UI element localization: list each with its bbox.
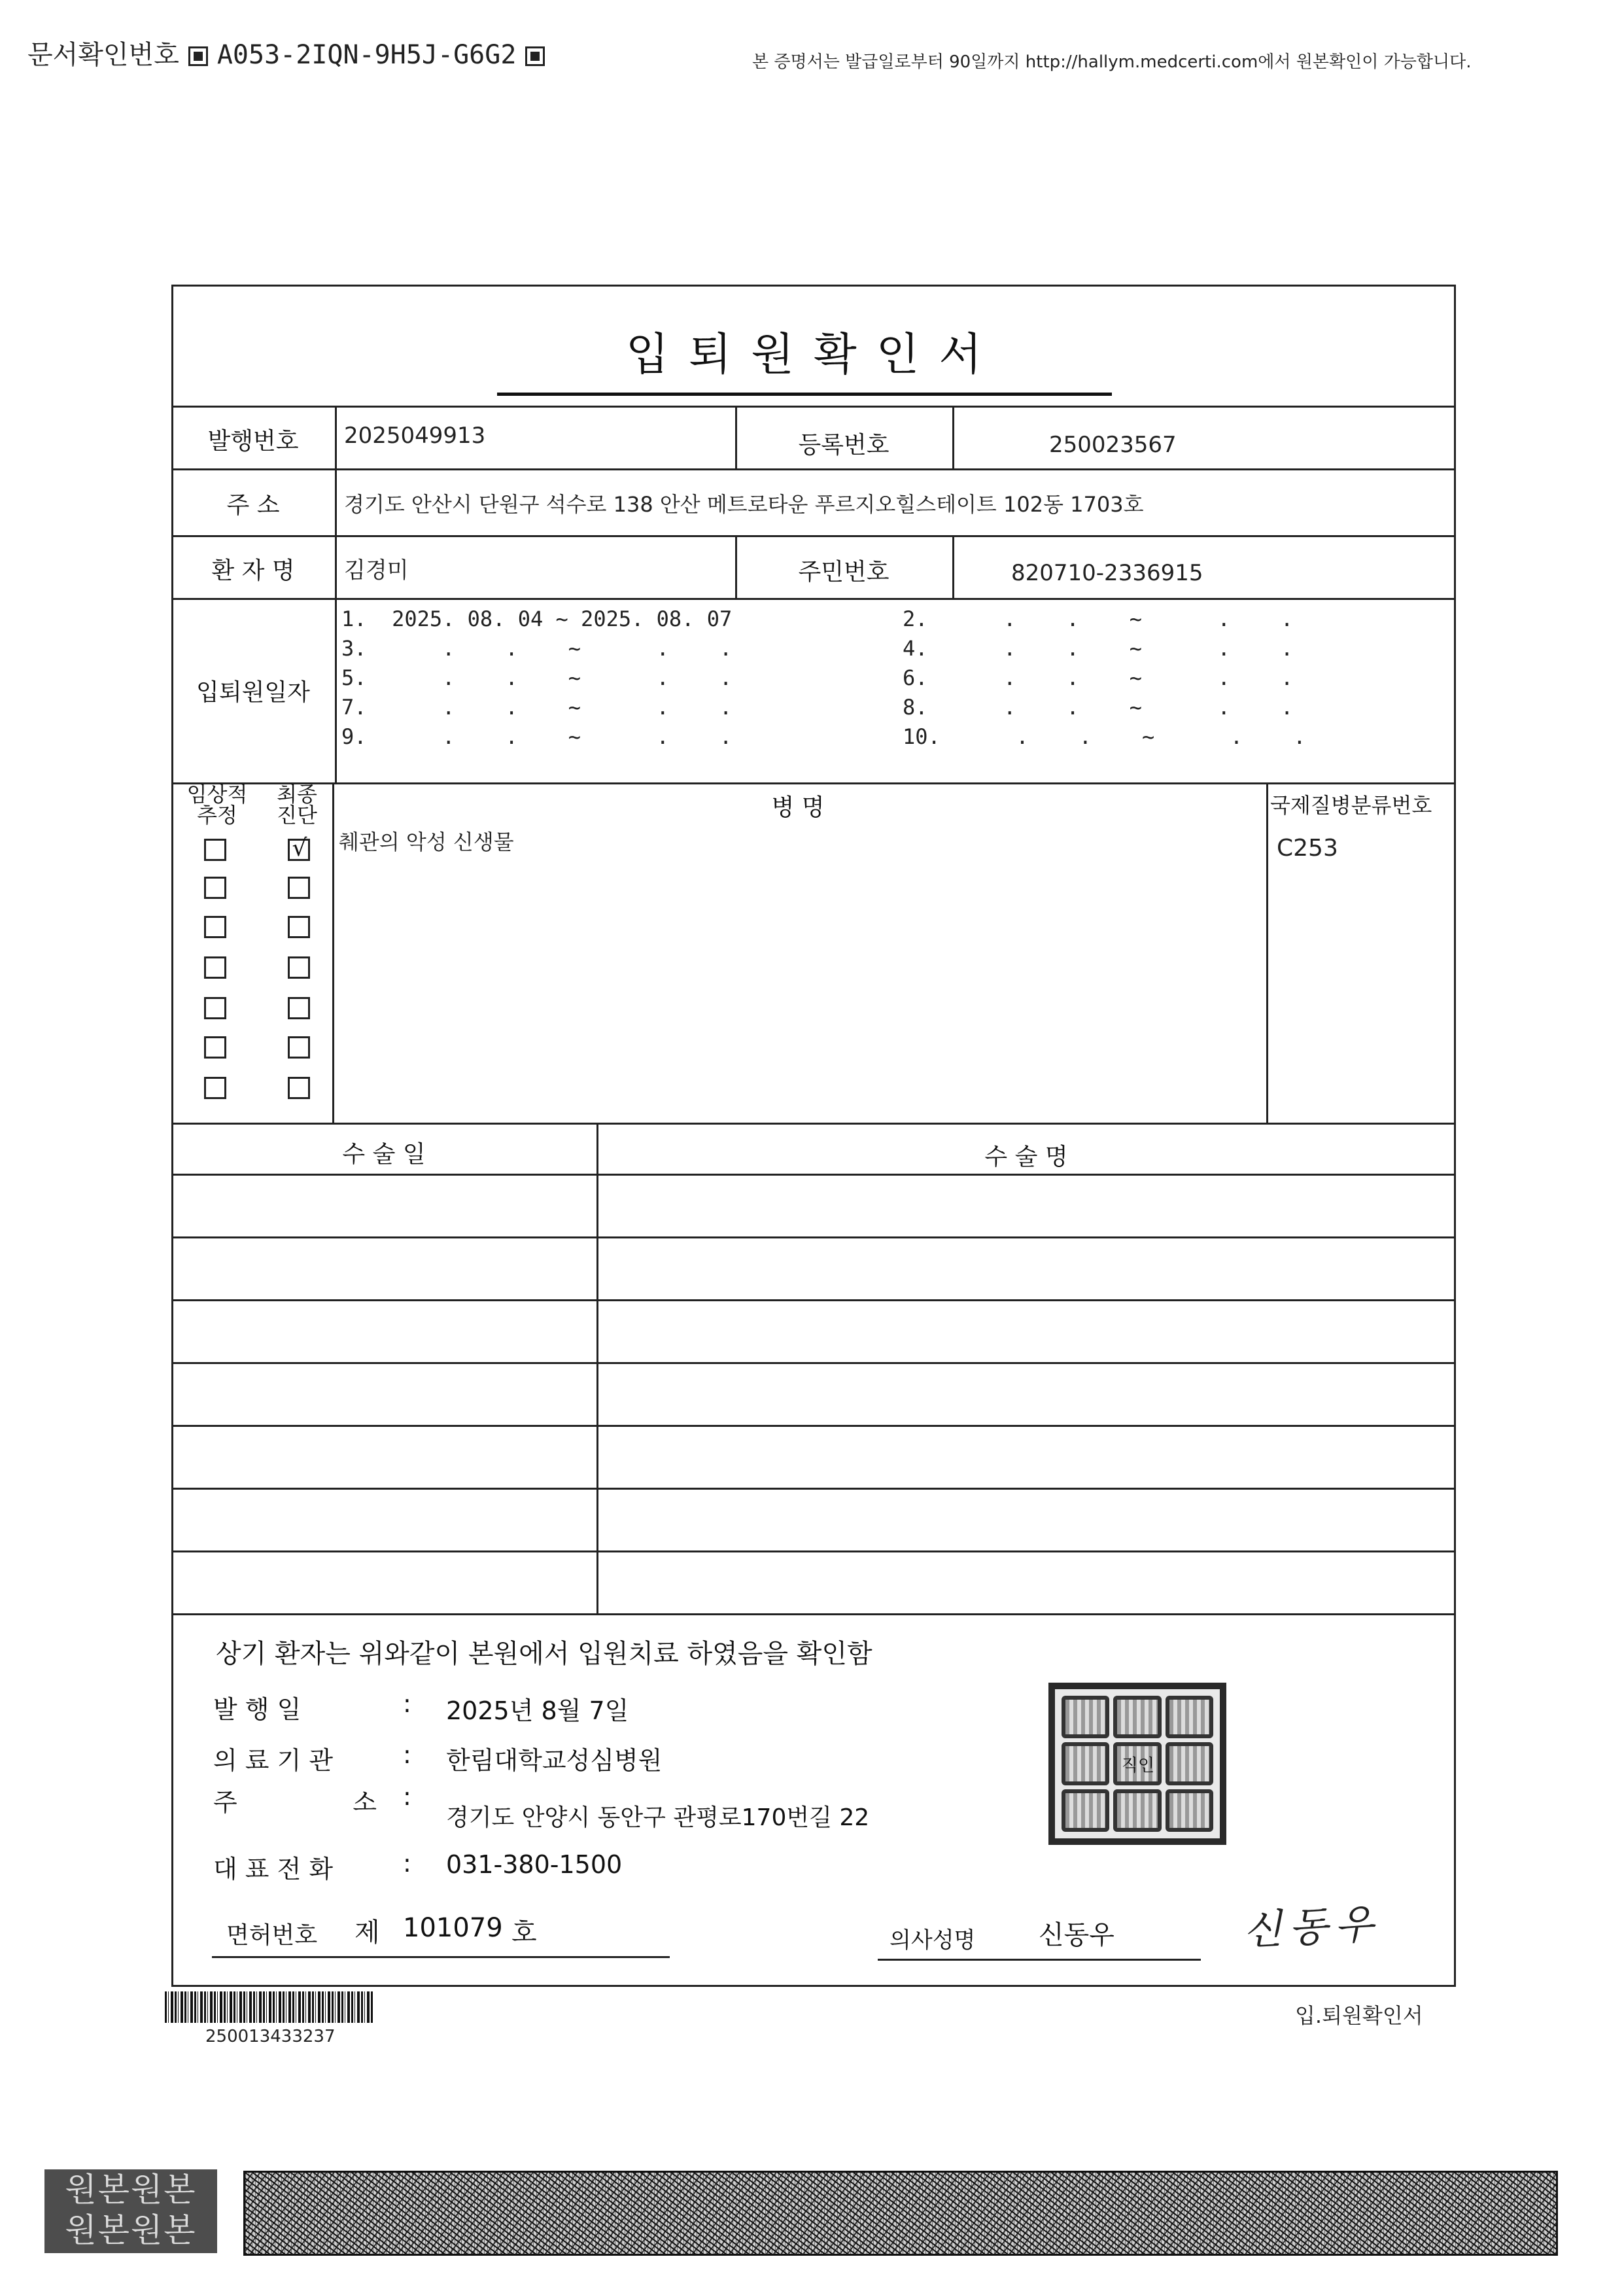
final-checkbox[interactable] bbox=[288, 997, 310, 1019]
license-prefix: 제 bbox=[354, 1918, 380, 1948]
clinical-checkbox[interactable] bbox=[204, 916, 226, 938]
grid-line bbox=[1266, 782, 1268, 1123]
institution-address-label-text: 주 소 bbox=[213, 1788, 377, 1817]
doc-check-label: 문서확인번호 bbox=[27, 40, 179, 70]
seal-label: 직인 bbox=[1121, 1756, 1155, 1776]
institution-address-label bbox=[213, 1782, 377, 1818]
grid-line bbox=[171, 1613, 1456, 1615]
square-bullet-icon bbox=[188, 46, 208, 66]
grid-line bbox=[171, 1362, 1456, 1364]
seal-glyph bbox=[1113, 1789, 1161, 1832]
admission-period: 1. 2025. 08. 04 ~ 2025. 08. 07 bbox=[341, 606, 733, 631]
doctor-signature: 신동우 bbox=[1241, 1899, 1381, 1955]
clinical-label-line2: 추정 bbox=[197, 803, 237, 828]
clinical-checkbox[interactable] bbox=[204, 1077, 226, 1099]
admission-period: 10. . . ~ . . bbox=[903, 724, 1306, 749]
doctor-name-label: 의사성명 bbox=[890, 1927, 976, 1953]
final-label-line1: 최종 bbox=[277, 782, 317, 807]
clinical-checkbox[interactable] bbox=[204, 956, 226, 979]
surgery-date-header: 수 술 일 bbox=[342, 1141, 426, 1168]
clinical-label-line1: 임상적 bbox=[186, 782, 248, 807]
final-diagnosis-header bbox=[263, 784, 331, 826]
grid-line bbox=[171, 1425, 1456, 1427]
phone-value: 031-380-1500 bbox=[446, 1850, 623, 1879]
verification-notice: 본 증명서는 발급일로부터 90일까지 http://hallym.medcerti.com에서 원본확인이 가능합니다. bbox=[752, 52, 1472, 72]
admission-period: 9. . . ~ . . bbox=[341, 724, 733, 749]
seal-glyph bbox=[1062, 1789, 1109, 1832]
license-suffix: 호 bbox=[511, 1918, 537, 1948]
colon: : bbox=[403, 1689, 411, 1718]
issue-number-label: 발행번호 bbox=[207, 428, 299, 455]
final-label-line2: 진단 bbox=[277, 803, 317, 828]
admission-period: 2. . . ~ . . bbox=[903, 606, 1294, 631]
grid-line bbox=[952, 406, 954, 468]
original-stamp-line: 원본원본 bbox=[65, 2211, 197, 2249]
admission-period: 5. . . ~ . . bbox=[341, 665, 733, 690]
grid-line bbox=[171, 1488, 1456, 1490]
license-number: 101079 bbox=[403, 1913, 503, 1943]
phone-label: 대 표 전 화 bbox=[213, 1855, 334, 1883]
check-mark-icon: √ bbox=[292, 835, 307, 862]
title-underline bbox=[497, 393, 1112, 396]
grid-line bbox=[335, 406, 337, 782]
clinical-estimate-header bbox=[178, 784, 256, 826]
disease-name-value: 췌관의 악성 신생물 bbox=[339, 830, 514, 854]
grid-line bbox=[171, 1174, 1456, 1176]
patient-name-value: 김경미 bbox=[344, 557, 409, 584]
final-checkbox[interactable] bbox=[288, 877, 310, 899]
surgery-name-header: 수 술 명 bbox=[984, 1144, 1068, 1170]
doctor-underline bbox=[878, 1959, 1201, 1961]
clinical-checkbox[interactable] bbox=[204, 839, 226, 861]
grid-line bbox=[171, 1236, 1456, 1238]
grid-line bbox=[171, 1299, 1456, 1301]
institution-address-value: 경기도 안양시 동안구 관평로170번길 22 bbox=[446, 1804, 870, 1831]
final-checkbox[interactable] bbox=[288, 956, 310, 979]
issue-date-value: 2025년 8월 7일 bbox=[446, 1696, 629, 1725]
resident-number-label: 주민번호 bbox=[798, 559, 890, 586]
original-stamp-line: 원본원본 bbox=[65, 2171, 197, 2209]
admission-period: 6. . . ~ . . bbox=[903, 665, 1294, 690]
barcode-icon bbox=[165, 1991, 374, 2023]
patient-name-label: 환 자 명 bbox=[211, 557, 295, 584]
document-check-number bbox=[27, 34, 554, 71]
final-checkbox[interactable] bbox=[288, 1036, 310, 1059]
colon: : bbox=[403, 1740, 411, 1769]
admission-periods-left bbox=[341, 604, 732, 752]
clinical-checkbox[interactable] bbox=[204, 997, 226, 1019]
barcode-number: 250013433237 bbox=[205, 2027, 336, 2046]
security-pattern bbox=[243, 2171, 1558, 2256]
confirmation-statement: 상기 환자는 위와같이 본원에서 입원치료 하였음을 확인함 bbox=[216, 1639, 872, 1669]
registration-number-label: 등록번호 bbox=[798, 432, 890, 459]
admission-period: 3. . . ~ . . bbox=[341, 636, 733, 661]
admission-period: 4. . . ~ . . bbox=[903, 636, 1294, 661]
address-label: 주 소 bbox=[226, 492, 280, 519]
original-stamp bbox=[44, 2169, 217, 2253]
grid-line bbox=[952, 535, 954, 598]
grid-line bbox=[171, 468, 1456, 470]
grid-line bbox=[171, 1123, 1456, 1125]
issue-number-value: 2025049913 bbox=[344, 423, 486, 449]
doctor-name-value: 신동우 bbox=[1039, 1920, 1114, 1950]
institution-label: 의 료 기 관 bbox=[213, 1746, 334, 1775]
clinical-checkbox[interactable] bbox=[204, 1036, 226, 1059]
seal-glyph bbox=[1166, 1789, 1213, 1832]
grid-line bbox=[171, 406, 1456, 408]
form-name: 입.퇴원확인서 bbox=[1295, 2003, 1423, 2028]
admission-period-label: 입퇴원일자 bbox=[196, 679, 310, 706]
grid-line bbox=[171, 782, 1456, 784]
grid-line bbox=[332, 782, 334, 1123]
admission-period: 7. . . ~ . . bbox=[341, 695, 733, 720]
disease-name-header: 병 명 bbox=[771, 794, 825, 821]
colon: : bbox=[403, 1782, 411, 1811]
final-checkbox[interactable] bbox=[288, 916, 310, 938]
grid-line bbox=[596, 1123, 598, 1613]
resident-number-value: 820710-2336915 bbox=[1011, 560, 1203, 586]
institution-value: 한림대학교성심병원 bbox=[446, 1746, 663, 1775]
license-label: 면허번호 bbox=[226, 1922, 318, 1949]
admission-period: 8. . . ~ . . bbox=[903, 695, 1294, 720]
issue-date-label: 발 행 일 bbox=[213, 1695, 302, 1724]
icd-code-value: C253 bbox=[1277, 835, 1338, 862]
address-value: 경기도 안산시 단원구 석수로 138 안산 메트로타운 푸르지오힐스테이트 102동 1703호 bbox=[344, 492, 1144, 517]
license-underline bbox=[212, 1956, 670, 1958]
registration-number-value: 250023567 bbox=[1049, 432, 1177, 458]
admission-periods-right bbox=[903, 604, 1306, 752]
seal-glyph bbox=[1062, 1696, 1109, 1738]
doc-check-code: A053-2IQN-9H5J-G6G2 bbox=[216, 40, 517, 70]
final-checkbox[interactable] bbox=[288, 1077, 310, 1099]
clinical-checkbox[interactable] bbox=[204, 877, 226, 899]
seal-glyph bbox=[1113, 1696, 1161, 1738]
grid-line bbox=[171, 535, 1456, 537]
colon: : bbox=[403, 1849, 411, 1878]
grid-line bbox=[171, 598, 1456, 600]
icd-code-header: 국제질병분류번호 bbox=[1270, 793, 1432, 818]
grid-line bbox=[171, 1550, 1456, 1552]
seal-glyph bbox=[1166, 1696, 1213, 1738]
square-bullet-icon bbox=[525, 46, 545, 66]
document-title: 입퇴원확인서 bbox=[625, 329, 1002, 381]
